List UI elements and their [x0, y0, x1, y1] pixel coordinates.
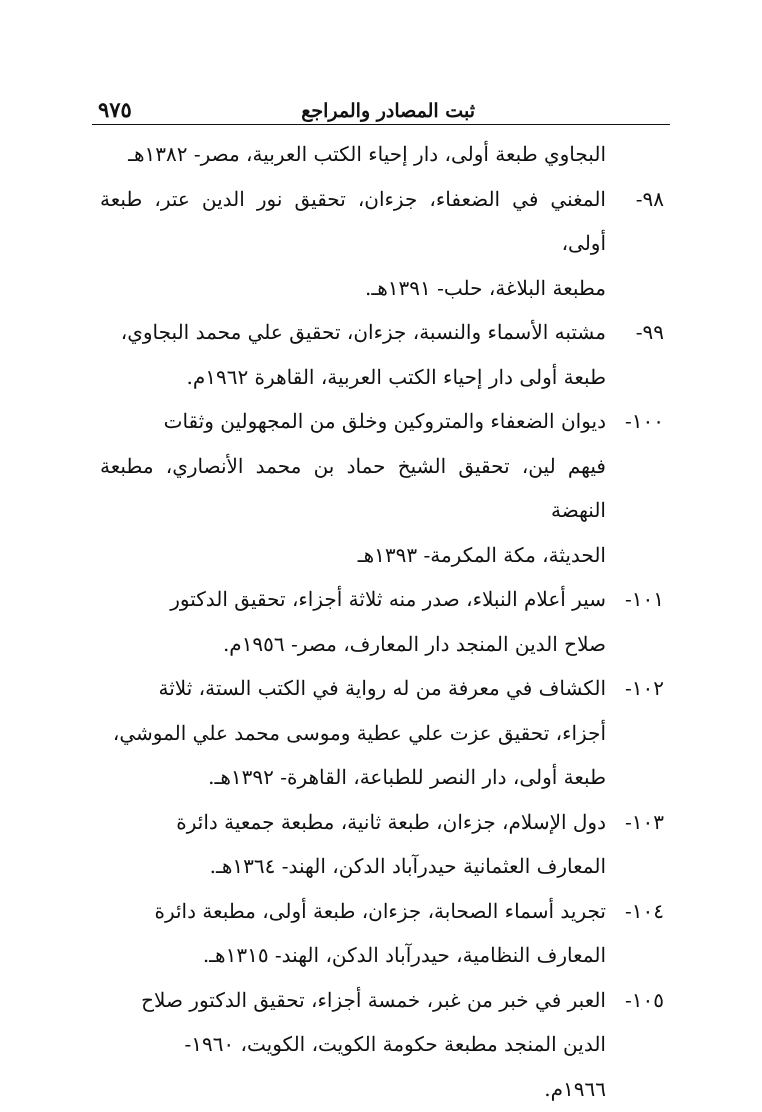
entry-number: ١٠٤- — [625, 898, 664, 923]
bibliography-entry — [100, 310, 664, 399]
entry-number: ١٠١- — [625, 587, 664, 611]
bibliography-list — [100, 177, 664, 1112]
entry-text-line: مشتبه الأسماء والنسبة، جزءان، تحقيق علي محمد البجاوي، — [120, 320, 606, 344]
entry-number: ٩٩- — [635, 320, 664, 344]
entry-text-line: المغني في الضعفاء، جزءان، تحقيق نور الدين عتر، طبعة أولى، — [100, 186, 606, 255]
entry-number: ١٠٠- — [625, 409, 664, 433]
entry-text-line: الكشاف في معرفة من له رواية في الكتب الستة، ثلاثة — [158, 676, 606, 700]
running-header-title: ثبت المصادر والمراجع — [301, 100, 475, 122]
entry-text-line: مطبعة البلاغة، حلب- ١٣٩١هـ. — [365, 275, 606, 300]
page-number: ٩٧٥ — [98, 97, 132, 122]
bibliography-entry — [100, 577, 664, 666]
bibliography-entry — [100, 978, 664, 1112]
running-header — [92, 86, 670, 122]
entry-text — [100, 310, 606, 399]
entry-number: ١٠٥- — [625, 987, 664, 1012]
entry-number: ١٠٣- — [625, 809, 664, 834]
entry-text-line: المعارف العثمانية حيدرآباد الدكن، الهند- ١٣٦٤هـ. — [209, 854, 606, 878]
entry-text-line: دول الإسلام، جزءان، طبعة ثانية، مطبعة جمعية دائرة — [176, 809, 606, 834]
entry-text — [100, 800, 606, 889]
entry-text-line: طبعة أولى دار إحياء الكتب العربية، القاهرة ١٩٦٢م. — [186, 364, 606, 389]
bibliography-entry — [100, 399, 664, 577]
entry-text-line: العبر في خبر من غبر، خمسة أجزاء، تحقيق الدكتور صلاح — [141, 987, 606, 1012]
bibliography-entry — [100, 177, 664, 311]
bibliography-body — [100, 132, 664, 1111]
entry-text-line: فيهم لين، تحقيق الشيخ حماد بن محمد الأنصاري، مطبعة النهضة — [100, 453, 606, 522]
entry-text — [100, 399, 606, 577]
entry-number: ١٠٢- — [625, 676, 664, 700]
entry-text-line: الحديثة، مكة المكرمة- ١٣٩٣هـ — [357, 542, 606, 567]
entry-text-line: ١٩٦٦م. — [544, 1076, 606, 1101]
entry-text-line: طبعة أولى، دار النصر للطباعة، القاهرة- ١٣٩٢هـ. — [208, 765, 606, 789]
bibliography-entry — [100, 800, 664, 889]
entry-text-line: ديوان الضعفاء والمتروكين وخلق من المجهولين وثقات — [163, 409, 606, 433]
continued-entry-line: البجاوي طبعة أولى، دار إحياء الكتب العربية، مصر- ١٣٨٢هـ — [128, 142, 606, 166]
entry-text — [100, 978, 606, 1112]
entry-text-line: أجزاء، تحقيق عزت علي عطية وموسى محمد علي الموشي، — [112, 720, 606, 745]
bibliography-entry — [100, 666, 664, 800]
header-divider — [92, 124, 670, 125]
entry-text — [100, 577, 606, 666]
entry-text-line: صلاح الدين المنجد دار المعارف، مصر- ١٩٥٦م. — [222, 631, 606, 656]
entry-text-line: الدين المنجد مطبعة حكومة الكويت، الكويت، ١٩٦٠- — [184, 1032, 606, 1056]
entry-text — [100, 666, 606, 800]
bibliography-entry — [100, 889, 664, 978]
entry-text-line: سير أعلام النبلاء، صدر منه ثلاثة أجزاء، تحقيق الدكتور — [170, 587, 606, 611]
entry-text-line: تجريد أسماء الصحابة، جزءان، طبعة أولى، مطبعة دائرة — [154, 898, 606, 923]
entry-text-line: المعارف النظامية، حيدرآباد الدكن، الهند- ١٣١٥هـ. — [202, 943, 606, 967]
entry-number: ٩٨- — [635, 186, 664, 211]
entry-text — [100, 177, 606, 311]
entry-text — [100, 889, 606, 978]
